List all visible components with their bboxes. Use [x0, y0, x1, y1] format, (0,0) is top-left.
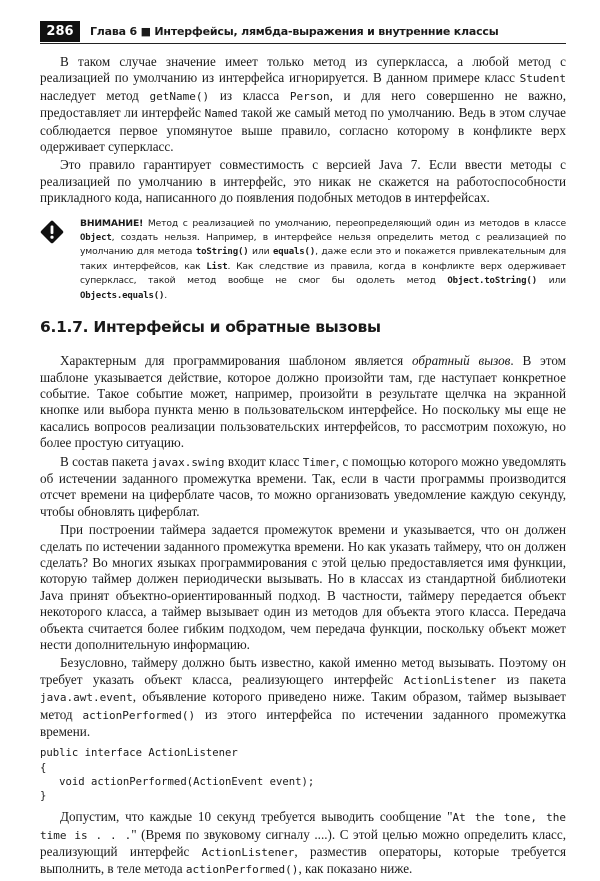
- code-inline: actionPerformed(): [82, 708, 196, 722]
- paragraph: В состав пакета javax.swing входит класс Timer, с помощью которого можно уведомлять об истечении заданного промежутка времени. Так, если в части программы производится отсчет времени на циферблате часов, то можно организовать уведомление каждую секунду, чтобы обновлять циферблат.: [40, 453, 566, 519]
- code-inline: java.awt.event: [40, 691, 133, 705]
- code-inline: javax.swing: [151, 455, 225, 469]
- code-inline: Named: [204, 107, 238, 121]
- warning-text: ВНИМАНИЕ! Метод с реализацией по умолчанию, переопределяющий один из методов в классе Object, создать нельзя. Например, в интерфейсе нельзя определить метод с реализацией по умолчанию для метода toString() или equals(), даже если это и покажется привлекательным для таких интерфейсов, как List. Как следствие из правила, когда в конфликте верх одерживает суперкласс, такой метод вообще не смог бы одолеть метод Object.toString() или Objects.equals().: [80, 217, 567, 301]
- code-inline: actionPerformed(): [185, 863, 299, 877]
- chapter-title: Глава 6 ■ Интерфейсы, лямбда-выражения и внутренние классы: [90, 25, 499, 38]
- warning-note: [40, 217, 566, 303]
- paragraph: При построении таймера задается промежуток времени и указывается, что он должен сделать по истечении заданного промежутка времени. Но как указать таймеру, что он должен сделать? Во многих языках программирования с этой целью предоставляется имя функции, которую таймер должен периодически вызывать. Но в классах из стандартной библиотеки Java принят объектно-ориентированный подход. В частности, таймеру передается объект некоторого класса, а таймер вызывает один из методов для объекта этого класса. Передача объекта считается более гибким подходом, чем передача функции, поскольку объект может нести дополнительную информацию.: [40, 522, 566, 652]
- code-inline: Student: [519, 72, 566, 86]
- code-inline: ActionListener: [403, 673, 497, 687]
- page-number: 286: [40, 21, 80, 42]
- paragraph: Характерным для программирования шаблоном является обратный вызов. В этом шаблоне указывается действие, которое должно произойти там, где наступает конкретное событие. Такое событие может, например, произойти в результате щелчка на экранной кнопке или выбора пункта меню в пользовательском интерфейсе. Но поскольку мы еще не касались вопросов реализации пользовательских интерфейсов, то рассмотрим похожую, но более простую ситуацию.: [40, 353, 566, 451]
- code-inline: Person: [289, 89, 330, 103]
- warning-icon: [40, 220, 64, 244]
- code-inline: getName(): [149, 89, 210, 103]
- code-inline: At the tone, the time is . . .: [40, 811, 567, 842]
- warning-label: ВНИМАНИЕ!: [80, 217, 144, 229]
- code-inline: Timer: [302, 455, 336, 469]
- page-body: [40, 54, 566, 881]
- code-inline: ActionListener: [201, 846, 295, 860]
- section-title: 6.1.7. Интерфейсы и обратные вызовы: [40, 318, 381, 337]
- paragraph: Безусловно, таймеру должно быть известно, какой именно метод вызывать. Поэтому он требует указать объект класса, реализующего интерфейс ActionListener из пакета java.awt.event, объявление которого приведено ниже. Таким образом, таймер вызывает метод actionPerformed() из этого интерфейса по истечении заданного промежутка времени.: [40, 655, 566, 740]
- paragraph: Допустим, что каждые 10 секунд требуется выводить сообщение "At the tone, the time is . . ." (Время по звуковому сигналу ....). С этой целью можно определить класс, реализующий интерфейс ActionListener, разместив операторы, которые требуется выполнить, в теле метода actionPerformed(), как показано ниже.: [40, 809, 567, 877]
- emphasis: обратный вызов: [412, 353, 511, 369]
- running-header: [40, 21, 566, 44]
- paragraph: Это правило гарантирует совместимость с версией Java 7. Если ввести методы с реализацией по умолчанию в интерфейс, это никак не скажется на работоспособности прикладного кода, написанного до появления подобных методов в интерфейсах.: [40, 157, 566, 206]
- paragraph: В таком случае значение имеет только метод из суперкласса, а любой метод с реализацией по умолчанию из интерфейса игнорируется. В данном примере класс Student наследует метод getName() из класса Person, и для него совершенно не важно, предоставляет ли интерфейс Named такой же самый метод по умолчанию. Ведь в этом случае соблюдается первое упомянутое выше правило, согласно которому в конфликте верх одерживает суперкласс.: [40, 54, 566, 155]
- code-listing: public interface ActionListener { void actionPerformed(ActionEvent event); }: [40, 747, 315, 803]
